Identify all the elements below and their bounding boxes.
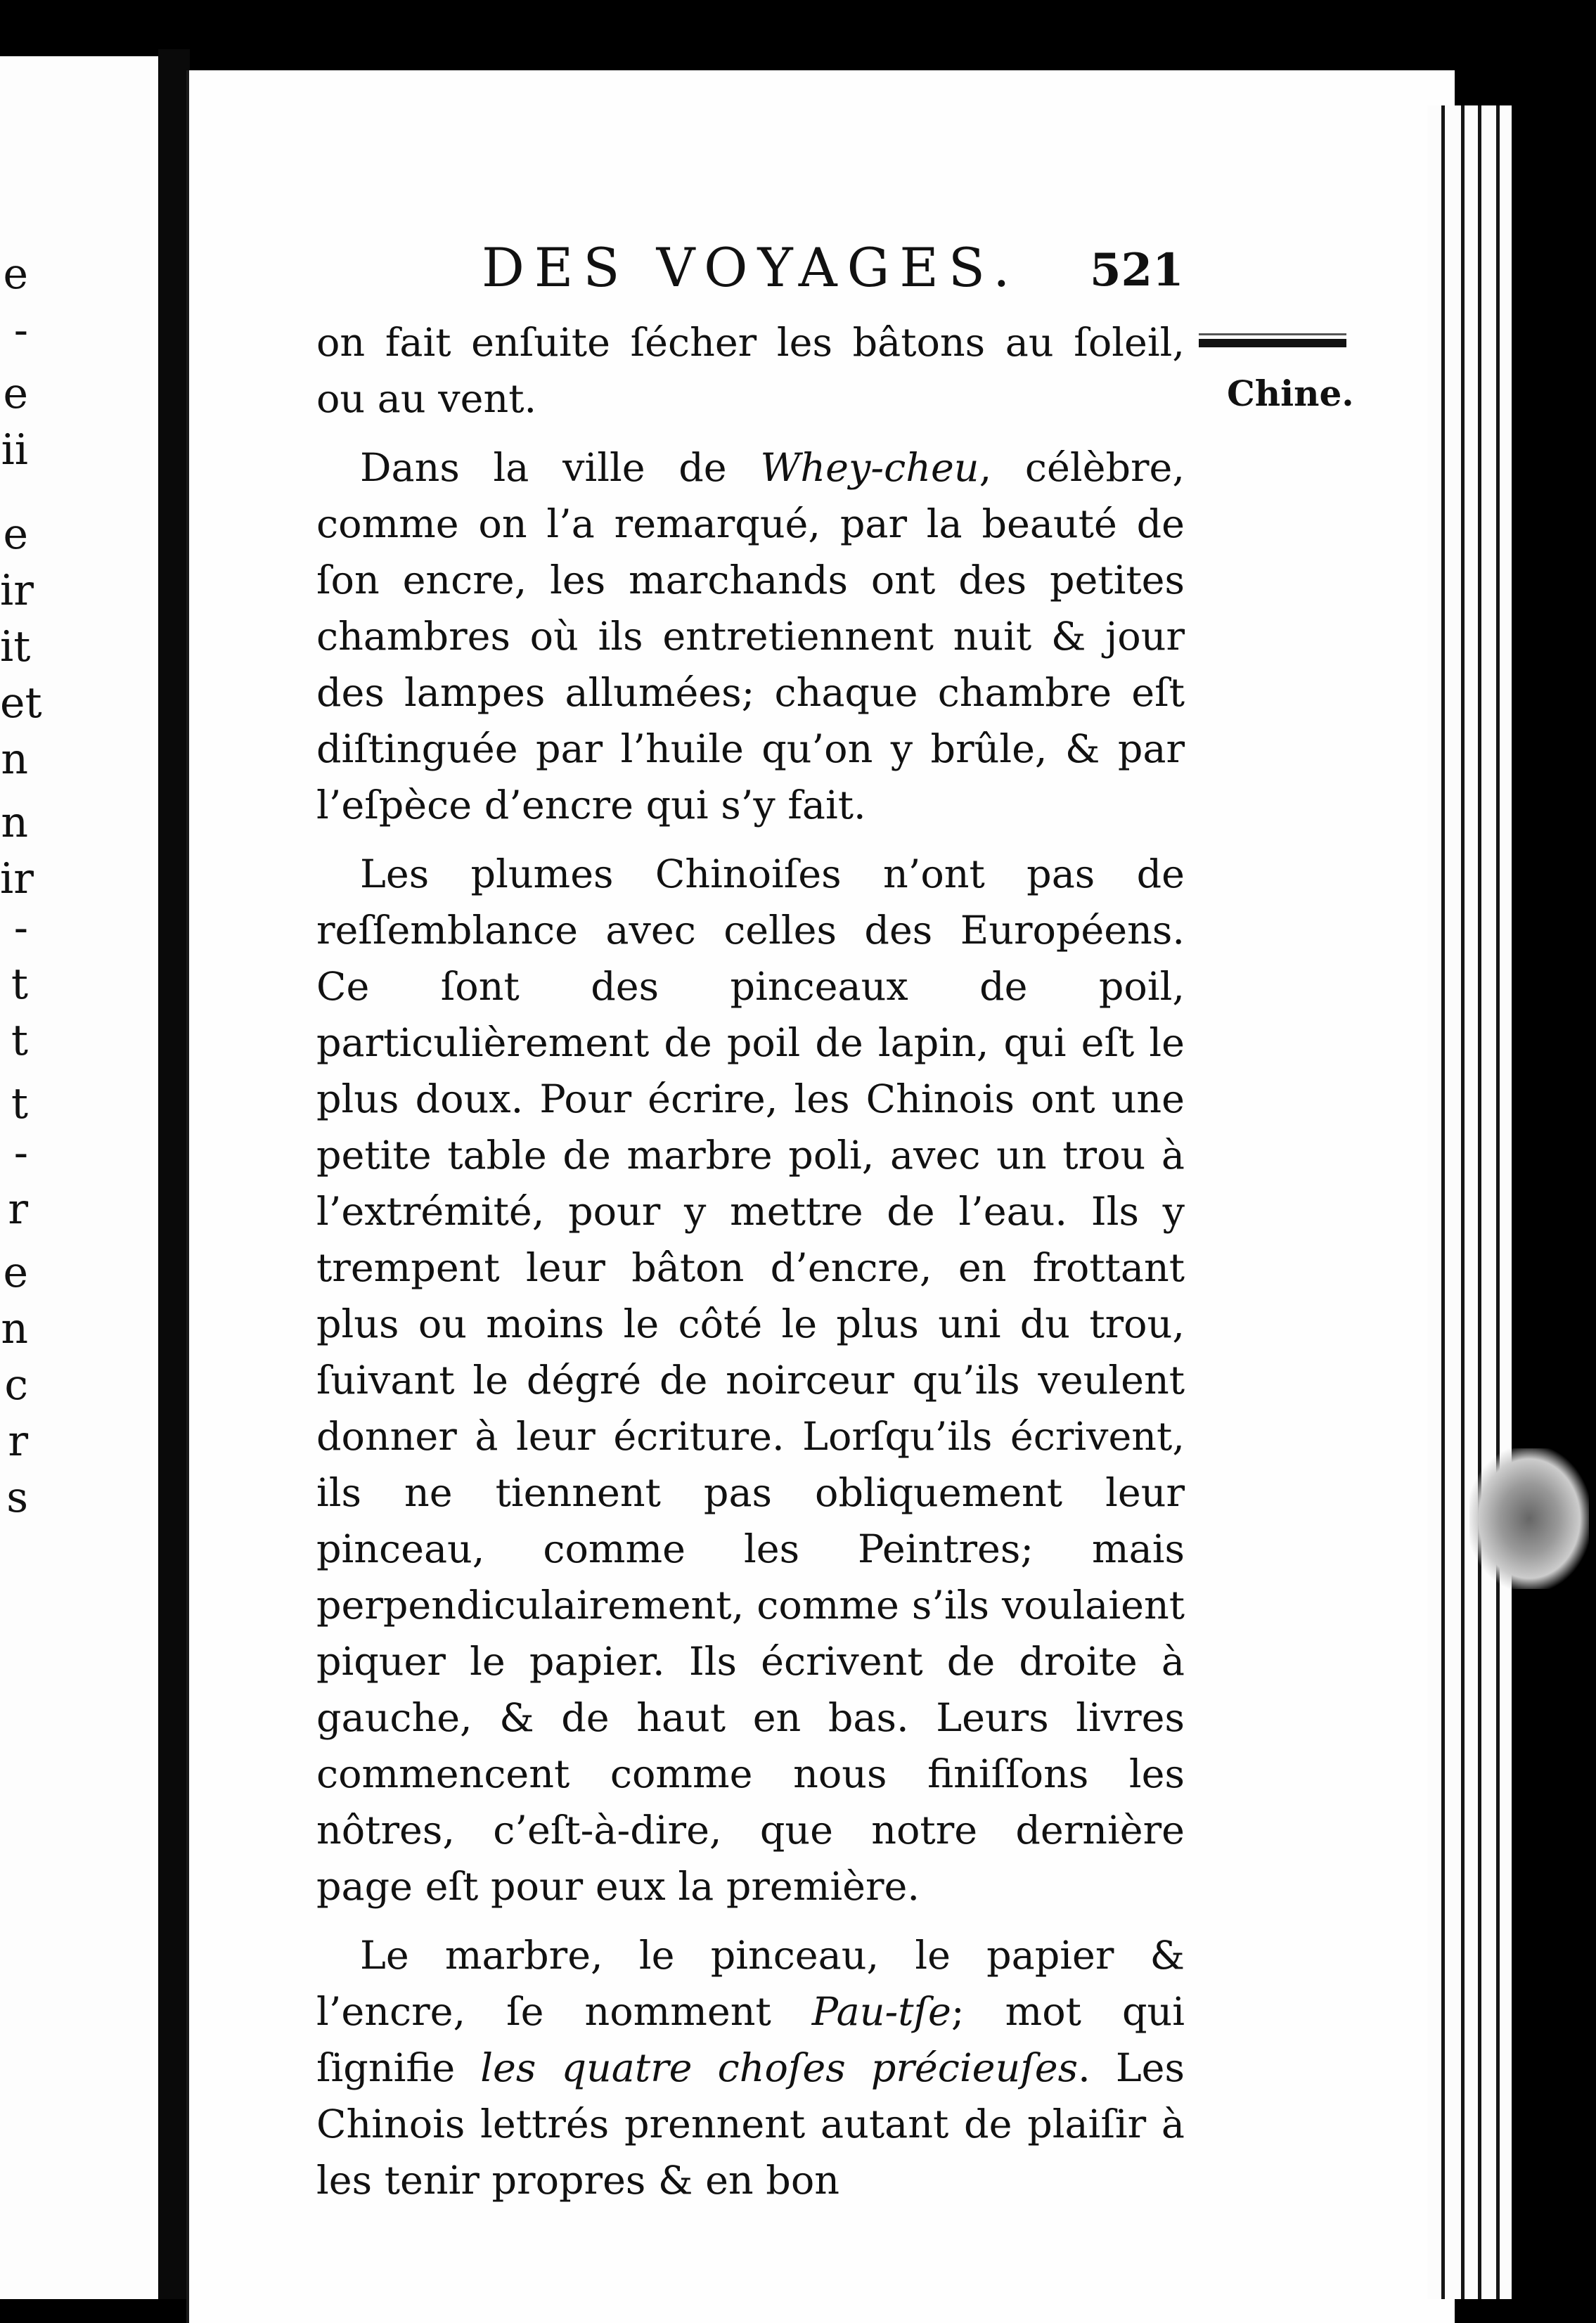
left-page-fragment: t: [11, 960, 28, 1009]
left-page-fragment: e: [3, 1248, 28, 1297]
paragraph-2: [316, 440, 1185, 834]
header-rule: [1199, 339, 1346, 347]
scan-background: [1512, 0, 1596, 2323]
body-text: [316, 315, 1185, 2209]
left-page-fragment: et: [0, 678, 42, 728]
left-page-fragment: n: [1, 798, 28, 847]
left-page-fragment: it: [0, 622, 31, 671]
left-page-fragment: r: [8, 1185, 28, 1234]
left-page-fragment: ii: [1, 425, 28, 475]
place-name-whey-cheu: Whey-cheu: [760, 445, 979, 491]
left-page-fragment: e: [3, 510, 28, 559]
margin-note: Chine.: [1227, 373, 1354, 414]
page-number: 521: [1090, 244, 1184, 297]
left-page-fragment: -: [13, 903, 28, 953]
term-pau-tse: Pau-tſe: [811, 1989, 951, 2035]
p2-text-a: Dans la ville de: [360, 445, 761, 491]
p4-text-e: . Les Chinois lettrés prennent autant de plaiſir à les tenir propres & en bon: [316, 2045, 1185, 2203]
paragraph-1: on fait enſuite ſécher les bâtons au ſoleil, ou au vent.: [316, 320, 1185, 422]
left-page-fragment: e: [3, 250, 28, 299]
left-page-fragment: -: [13, 306, 28, 355]
p4-text-c: ; mot qui ſignifie: [316, 1989, 1185, 2091]
left-page-fragment: ir: [0, 854, 34, 903]
left-page-fragment: s: [6, 1473, 28, 1522]
paragraph-3: Les plumes Chinoiſes n’ont pas de reſſemblance avec celles des Européens. Ce ſont des pinceaux de poil, particulièrement de poil de lapin, qui eſt le plus doux. Pour écrire, les Chinois ont une petite table de marbre poli, avec un trou à l’extrémité, pour y mettre de l’eau. Ils y trempent leur bâton d’encre, en frottant plus ou moins le côté le plus uni du trou, ſuivant le dégré de noirceur qu’ils veulent donner à leur écriture. Lorſqu’ils écrivent, ils ne tiennent pas obliquement leur pinceau, comme les Peintres; mais perpendiculairement, comme s’ils voulaient piquer le papier. Ils écrivent de droite à gauche, & de haut en bas. Leurs livres commencent comme nous finiſſons les nôtres, c’eſt-à-dire, que notre dernière page eſt pour eux la première.: [316, 851, 1185, 1910]
left-page-fragment: r: [8, 1417, 28, 1466]
paragraph-4: [316, 1928, 1185, 2209]
page-edge-stack: [1427, 105, 1512, 2299]
left-page-fragment: -: [13, 1128, 28, 1178]
p2-text-c: , célèbre, comme on l’a remarqué, par la beauté de ſon encre, les marchands ont des petites chambres où ils entretiennent nuit & jour des lampes allumées; chaque chambre eſt diſtinguée par l’huile qu’on y brûle, & par l’eſpèce d’encre qui s’y fait.: [316, 445, 1185, 828]
left-page-fragment: e: [3, 369, 28, 418]
left-page-fragment: ir: [0, 566, 34, 615]
left-page-fragment: t: [11, 1016, 28, 1065]
left-facing-page: [0, 56, 162, 2299]
running-title: DES VOYAGES.: [482, 236, 1020, 299]
ink-smudge: [1469, 1448, 1589, 1589]
term-quatre-choses: les quatre choſes précieuſes: [480, 2045, 1079, 2091]
left-page-fragment: n: [1, 1304, 28, 1353]
left-page-fragment: n: [1, 735, 28, 784]
book-gutter: [158, 49, 190, 2299]
left-page-fragment: t: [11, 1079, 28, 1128]
p4-text-a: Le marbre, le pinceau, le papier & l’encre, ſe nomment: [316, 1933, 1185, 2035]
left-page-fragment: c: [4, 1360, 28, 1410]
